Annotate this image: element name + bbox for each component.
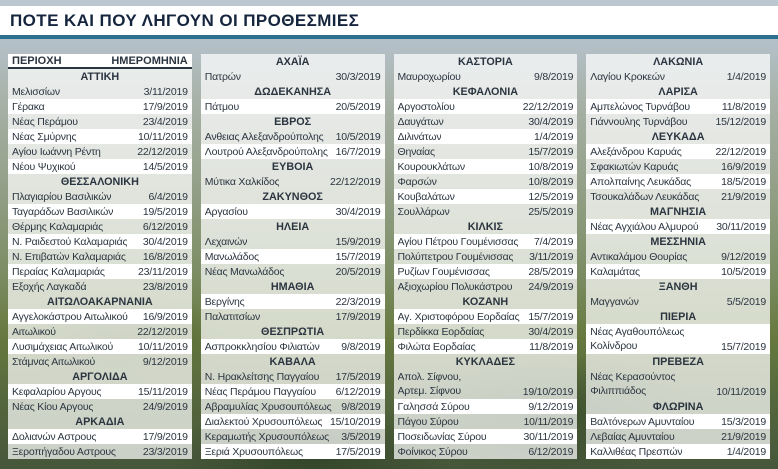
deadline-row [394, 264, 578, 279]
date-cell: 9/8/2019 [341, 400, 381, 413]
deadline-row [394, 399, 578, 414]
deadline-row [394, 234, 578, 249]
date-cell: 17/5/2019 [335, 370, 381, 383]
date-cell: 15/7/2019 [721, 341, 766, 353]
place-cell: Φιλώτα Εορδαίας [397, 340, 476, 353]
place-cell: Αβραμυλίας Χρυσουπόλεως [204, 400, 332, 413]
deadline-row [394, 114, 578, 129]
place-cell: Περδίκκα Εορδαίας [397, 325, 485, 338]
deadline-row [201, 399, 385, 414]
date-cell: 30/11/2019 [523, 430, 574, 443]
region-group-header: ΞΑΝΘΗ [586, 279, 770, 294]
place-cell: Πάτμου [204, 100, 239, 113]
date-cell: 15/7/2019 [528, 310, 574, 323]
place-cell: Κουβαλάτων [397, 190, 455, 203]
deadline-row [586, 324, 770, 354]
region-group-header: ΗΛΕΙΑ [201, 219, 385, 234]
deadline-row [586, 69, 770, 84]
date-cell: 21/9/2019 [721, 430, 766, 443]
place-cell: Αργασίου [204, 205, 248, 218]
place-cell: Νέας Κίου Αργους [12, 400, 94, 413]
place-cell: Αργοστολίου [397, 100, 455, 113]
date-cell: 22/12/2019 [715, 145, 766, 158]
deadline-row [394, 69, 578, 84]
date-cell: 16/9/2019 [142, 310, 188, 323]
place-cell: Περαίας Καλαμαριάς [12, 265, 105, 278]
place-cell: Αξιοχωρίου Πολυκάστρου [397, 280, 513, 293]
deadline-row [394, 129, 578, 144]
place-cell: Ν. Ραιδεστού Καλαμαριάς [12, 235, 128, 248]
region-group-header: ΜΕΣΣΗΝΙΑ [586, 234, 770, 249]
place-cell: Διλινάτων [397, 130, 442, 143]
place-cell: Καλλιθέας Πρεσπών [590, 445, 683, 458]
date-cell: 17/9/2019 [142, 430, 188, 443]
place-cell: Λαγίου Κροκεών [590, 70, 665, 83]
date-cell: 14/5/2019 [142, 160, 188, 173]
date-cell: 16/8/2019 [142, 250, 188, 263]
date-cell: 15/7/2019 [528, 145, 574, 158]
column-header-row [8, 54, 192, 69]
place-cell: Φοίνικος Σύρου [397, 445, 468, 458]
place-cell: Ανθειας Αλεξανδρούπολης [204, 130, 324, 143]
place-cell: Μαυροχωρίου [397, 70, 461, 83]
deadline-row [586, 294, 770, 309]
place-cell: Σφακιωτών Καρυάς [590, 160, 679, 173]
date-cell: 15/12/2019 [715, 115, 766, 128]
date-cell: 19/10/2019 [522, 386, 574, 398]
date-cell: 9/8/2019 [533, 70, 574, 83]
place-cell: Γιάννουλης Τυρνάβου [590, 115, 688, 128]
date-cell: 16/7/2019 [335, 145, 381, 158]
place-cell: Μύτικα Χαλκίδος [204, 175, 280, 188]
place-cell: Πατρών [204, 70, 241, 83]
date-cell: 20/5/2019 [335, 100, 381, 113]
deadline-row [586, 249, 770, 264]
date-cell: 10/5/2019 [335, 130, 381, 143]
deadline-row [201, 444, 385, 459]
deadline-row [394, 429, 578, 444]
deadline-row [8, 144, 192, 159]
place-cell: Νέας Αγαθουπόλεως Κολίνδρου [590, 326, 685, 352]
place-cell: Αντικαλάμου Θουρίας [590, 250, 688, 263]
place-cell: Εξοχής Λαγκαδά [12, 280, 87, 293]
deadline-row [586, 189, 770, 204]
deadline-column [394, 54, 578, 459]
date-cell: 24/9/2019 [142, 400, 188, 413]
region-group-header: ΜΑΓΝΗΣΙΑ [586, 204, 770, 219]
date-cell: 3/11/2019 [143, 85, 188, 98]
date-cell: 11/8/2019 [529, 340, 574, 353]
deadline-row [394, 309, 578, 324]
place-cell: Γαλησσά Σύρου [397, 400, 470, 413]
date-cell: 3/11/2019 [529, 250, 574, 263]
deadline-row [394, 414, 578, 429]
date-cell: 15/7/2019 [335, 250, 381, 263]
deadline-row [201, 144, 385, 159]
date-cell: 12/5/2019 [528, 190, 574, 203]
date-cell: 15/3/2019 [721, 415, 766, 428]
region-group-header: ΘΕΣΠΡΩΤΙΑ [201, 324, 385, 339]
date-cell: 16/9/2019 [721, 160, 766, 173]
date-cell: 9/12/2019 [528, 400, 574, 413]
deadline-row [8, 309, 192, 324]
date-cell: 9/12/2019 [721, 250, 766, 263]
date-cell: 17/9/2019 [142, 100, 188, 113]
deadline-row [201, 234, 385, 249]
place-cell: Νέας Σμύρνης [12, 130, 77, 143]
place-cell: Ξεριά Χρυσουπόλεως [204, 445, 303, 458]
date-cell: 30/3/2019 [335, 70, 381, 83]
deadline-row [8, 384, 192, 399]
deadline-row [201, 129, 385, 144]
deadline-row [201, 249, 385, 264]
deadline-row [394, 159, 578, 174]
place-cell: Αιτωλικού [12, 325, 56, 338]
date-cell: 1/4/2019 [726, 70, 766, 83]
region-group-header: ΑΡΚΑΔΙΑ [8, 414, 192, 429]
date-cell: 30/4/2019 [142, 235, 188, 248]
region-group-header: ΠΡΕΒΕΖΑ [586, 354, 770, 369]
place-cell: Νέας Περάμου Παγγαίου [204, 385, 316, 398]
place-cell: Λεχαινών [204, 235, 248, 248]
region-group-header: ΖΑΚΥΝΘΟΣ [201, 189, 385, 204]
date-cell: 1/4/2019 [533, 130, 574, 143]
date-cell: 6/4/2019 [148, 190, 188, 203]
region-group-header: ΑΤΤΙΚΗ [8, 69, 192, 84]
region-group-header: ΔΩΔΕΚΑΝΗΣΑ [201, 84, 385, 99]
date-cell: 6/12/2019 [528, 445, 574, 458]
place-cell: Διαλεκτού Χρυσουπόλεως [204, 415, 323, 428]
date-cell: 22/3/2019 [335, 295, 381, 308]
place-cell: Νέας Μανωλάδος [204, 265, 285, 278]
place-cell: Ν. Επιβατών Καλαμαριάς [12, 250, 126, 263]
region-group-header: ΕΥΒΟΙΑ [201, 159, 385, 174]
region-group-header: ΑΧΑΪΑ [201, 54, 385, 69]
date-cell: 23/11/2019 [137, 265, 188, 278]
place-cell: Απολπαίνης Λευκάδας [590, 175, 692, 188]
place-cell: Μαγγανών [590, 295, 639, 308]
region-column-header: ΠΕΡΙΟΧΗ [12, 54, 62, 67]
deadline-row [394, 174, 578, 189]
place-cell: Ασπροκκλησίου Φιλιατών [204, 340, 320, 353]
place-cell: Κεραμωτής Χρυσουπόλεως [204, 430, 329, 443]
date-cell: 28/5/2019 [528, 265, 574, 278]
place-cell: Στάμνας Αιτωλικού [12, 355, 96, 368]
deadline-row [201, 99, 385, 114]
date-cell: 6/12/2019 [335, 385, 381, 398]
deadline-row [201, 339, 385, 354]
deadline-row [586, 369, 770, 399]
date-cell: 30/11/2019 [716, 220, 766, 233]
date-cell: 5/5/2019 [726, 295, 766, 308]
date-cell: 15/9/2019 [335, 235, 381, 248]
deadline-row [586, 264, 770, 279]
place-cell: Τσουκαλάδων Λευκάδας [590, 190, 700, 203]
region-group-header: ΘΕΣΣΑΛΟΝΙΚΗ [8, 174, 192, 189]
deadline-row [394, 279, 578, 294]
region-group-header: ΛΑΡΙΣΑ [586, 84, 770, 99]
place-cell: Λουτρού Αλεξανδρούπολης [204, 145, 328, 158]
region-group-header: ΚΙΛΚΙΣ [394, 219, 578, 234]
deadline-row [8, 339, 192, 354]
region-group-header: ΠΙΕΡΙΑ [586, 309, 770, 324]
date-cell: 21/9/2019 [721, 190, 766, 203]
date-cell: 10/11/2019 [137, 340, 188, 353]
region-group-header: ΛΑΚΩΝΙΑ [586, 54, 770, 69]
region-group-header: ΚΑΣΤΟΡΙΑ [394, 54, 578, 69]
place-cell: Νέας Περάμου [12, 115, 78, 128]
page-title: ΠΟΤΕ ΚΑΙ ΠΟΥ ΛΗΓΟΥΝ ΟΙ ΠΡΟΘΕΣΜΙΕΣ [10, 11, 360, 30]
date-cell: 17/9/2019 [335, 310, 381, 323]
place-cell: Αλεξάνδρου Καρυάς [590, 145, 682, 158]
date-cell: 18/5/2019 [721, 175, 766, 188]
place-cell: Δολιανών Αστρους [12, 430, 97, 443]
deadline-row [201, 294, 385, 309]
deadline-row [8, 114, 192, 129]
deadline-row [201, 204, 385, 219]
place-cell: Σουλλάρων [397, 205, 450, 218]
date-cell: 10/11/2019 [523, 415, 574, 428]
place-cell: Βαλτόνερων Αμυνταίου [590, 415, 695, 428]
date-cell: 9/8/2019 [341, 340, 381, 353]
deadline-row [8, 444, 192, 459]
place-cell: Γέρακα [12, 100, 45, 113]
deadline-row [586, 114, 770, 129]
place-cell: Πολύπετρου Γουμένισσας [397, 250, 514, 263]
date-cell: 3/5/2019 [341, 430, 381, 443]
deadline-row [201, 174, 385, 189]
place-cell: Παλατιτσίων [204, 310, 261, 323]
deadline-row [201, 429, 385, 444]
place-cell: Ταγαράδων Βασιλικών [12, 205, 114, 218]
deadline-row [8, 429, 192, 444]
date-cell: 11/8/2019 [721, 100, 766, 113]
deadlines-table [8, 54, 770, 459]
place-cell: Απολ. Σίφνου, Αρτεμ. Σίφνου [397, 371, 462, 397]
deadline-row [394, 189, 578, 204]
place-cell: Μανωλάδος [204, 250, 259, 263]
deadline-row [394, 444, 578, 459]
deadline-row [8, 99, 192, 114]
deadline-row [586, 159, 770, 174]
deadline-row [8, 204, 192, 219]
deadline-row [201, 414, 385, 429]
deadline-row [394, 369, 578, 399]
place-cell: Λυσιμάχειας Αιτωλικού [12, 340, 114, 353]
date-cell: 17/5/2019 [335, 445, 381, 458]
date-cell: 25/5/2019 [528, 205, 574, 218]
deadline-row [8, 189, 192, 204]
date-cell: 9/12/2019 [142, 355, 188, 368]
deadline-row [394, 324, 578, 339]
page-title-bar [0, 6, 778, 39]
date-cell: 15/11/2019 [137, 385, 188, 398]
deadline-row [394, 144, 578, 159]
place-cell: Θηναίας [397, 145, 435, 158]
date-cell: 19/5/2019 [142, 205, 188, 218]
date-cell: 10/11/2019 [137, 130, 188, 143]
place-cell: Ξεροπήγαδου Αστρους [12, 445, 116, 458]
region-group-header: ΑΡΓΟΛΙΔΑ [8, 369, 192, 384]
deadline-row [586, 99, 770, 114]
date-cell: 20/5/2019 [335, 265, 381, 278]
deadline-row [586, 444, 770, 459]
place-cell: Αγγελοκάστρου Αιτωλικού [12, 310, 128, 323]
date-cell: 23/4/2019 [142, 115, 188, 128]
deadline-row [8, 159, 192, 174]
place-cell: Κεφαλαρίου Αργους [12, 385, 102, 398]
place-cell: Καλαμάτας [590, 265, 640, 278]
deadline-row [586, 219, 770, 234]
deadline-row [394, 249, 578, 264]
place-cell: Αγ. Χριστοφόρου Εορδαίας [397, 310, 520, 323]
date-cell: 22/12/2019 [329, 175, 381, 188]
date-cell: 30/4/2019 [528, 115, 574, 128]
deadline-row [586, 144, 770, 159]
place-cell: Δαυγάτων [397, 115, 444, 128]
place-cell: Ν. Ηρακλείτσης Παγγαίου [204, 370, 320, 383]
place-cell: Αγίου Πέτρου Γουμένισσας [397, 235, 519, 248]
deadline-row [8, 219, 192, 234]
date-cell: 1/4/2019 [726, 445, 766, 458]
deadline-row [201, 369, 385, 384]
region-group-header: ΚΟΖΑΝΗ [394, 294, 578, 309]
date-column-header: ΗΜΕΡΟΜΗΝΙΑ [111, 54, 188, 67]
date-cell: 7/4/2019 [533, 235, 574, 248]
region-group-header: ΦΛΩΡΙΝΑ [586, 399, 770, 414]
deadline-row [8, 249, 192, 264]
place-cell: Μελισσίων [12, 85, 60, 98]
date-cell: 6/12/2019 [142, 220, 188, 233]
deadline-column [201, 54, 385, 459]
place-cell: Πλαγιαρίου Βασιλικών [12, 190, 112, 203]
deadline-row [394, 99, 578, 114]
date-cell: 22/12/2019 [522, 100, 574, 113]
place-cell: Φαρσών [397, 175, 437, 188]
deadline-row [586, 429, 770, 444]
date-cell: 23/8/2019 [142, 280, 188, 293]
date-cell: 22/12/2019 [137, 325, 188, 338]
place-cell: Νέας Κερασούντος Φιλιππιάδος [590, 371, 676, 397]
date-cell: 30/4/2019 [528, 325, 574, 338]
region-group-header: ΚΑΒΑΛΑ [201, 354, 385, 369]
region-group-header: ΚΥΚΛΑΔΕΣ [394, 354, 578, 369]
place-cell: Νέου Ψυχικού [12, 160, 76, 173]
deadline-row [586, 414, 770, 429]
date-cell: 10/8/2019 [528, 160, 574, 173]
deadline-row [8, 399, 192, 414]
date-cell: 23/3/2019 [142, 445, 188, 458]
deadline-row [8, 84, 192, 99]
region-group-header: ΚΕΦΑΛΟΝΙΑ [394, 84, 578, 99]
date-cell: 22/12/2019 [137, 145, 188, 158]
deadline-row [8, 264, 192, 279]
place-cell: Ποσειδωνίας Σύρου [397, 430, 487, 443]
deadline-row [201, 264, 385, 279]
deadline-row [586, 174, 770, 189]
place-cell: Πάγου Σύρου [397, 415, 459, 428]
deadline-row [201, 309, 385, 324]
region-group-header: ΑΙΤΩΛΟΑΚΑΡΝΑΝΙΑ [8, 294, 192, 309]
region-group-header: ΕΒΡΟΣ [201, 114, 385, 129]
date-cell: 24/9/2019 [528, 280, 574, 293]
deadline-row [8, 129, 192, 144]
deadline-row [394, 339, 578, 354]
deadline-row [8, 279, 192, 294]
place-cell: Ρυζίων Γουμένισσας [397, 265, 490, 278]
date-cell: 30/4/2019 [335, 205, 381, 218]
region-group-header: ΛΕΥΚΑΔΑ [586, 129, 770, 144]
deadline-row [201, 384, 385, 399]
place-cell: Αμπελώνος Τυρνάβου [590, 100, 690, 113]
deadline-row [8, 234, 192, 249]
date-cell: 10/8/2019 [528, 175, 574, 188]
deadline-row [8, 324, 192, 339]
deadline-row [201, 69, 385, 84]
deadline-row [8, 354, 192, 369]
date-cell: 10/11/2019 [716, 386, 766, 398]
place-cell: Αγίου Ιωάννη Ρέντη [12, 145, 101, 158]
place-cell: Λεβαίας Αμυνταίου [590, 430, 675, 443]
deadline-column [8, 54, 192, 459]
place-cell: Βεργίνης [204, 295, 245, 308]
date-cell: 15/10/2019 [329, 415, 381, 428]
region-group-header: ΗΜΑΘΙΑ [201, 279, 385, 294]
place-cell: Θέρμης Καλαμαριάς [12, 220, 103, 233]
date-cell: 10/5/2019 [721, 265, 766, 278]
place-cell: Νέας Αγχιάλου Αλμυρού [590, 220, 699, 233]
deadline-column [586, 54, 770, 459]
place-cell: Κουρουκλάτων [397, 160, 465, 173]
deadline-row [394, 204, 578, 219]
